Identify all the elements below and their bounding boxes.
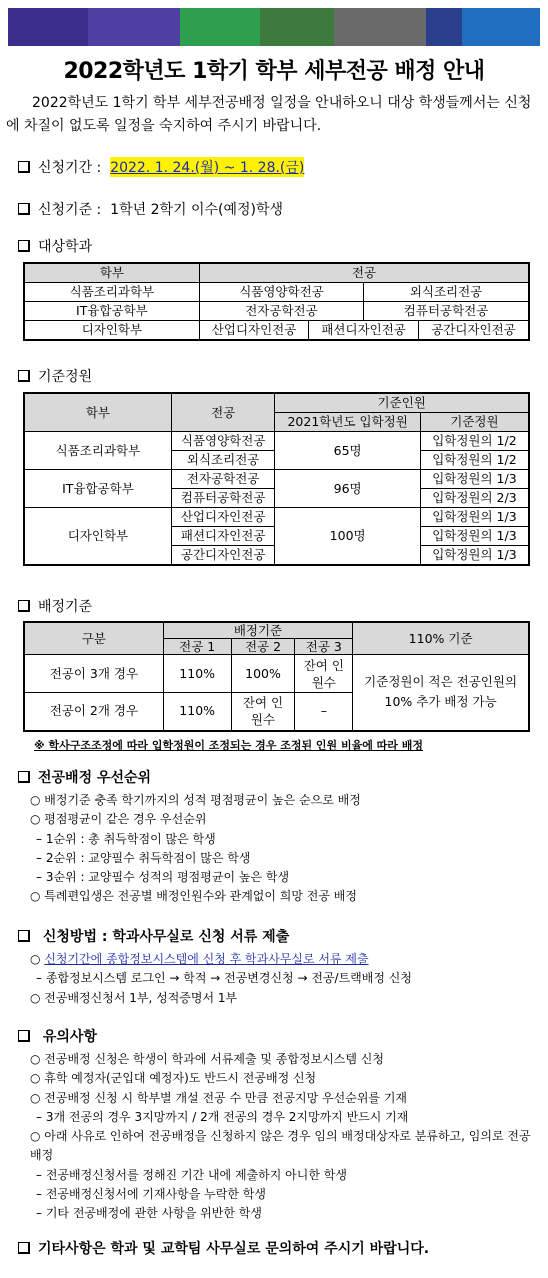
list-item: – 2순위 : 교양필수 취득학점이 많은 학생 — [36, 850, 251, 865]
section-method — [18, 926, 289, 946]
section-alloc — [18, 596, 92, 616]
table-cell: 전자공학전공 — [199, 302, 363, 321]
table-cell: 전공이 3개 경우 — [24, 655, 163, 693]
alloc-table — [23, 621, 530, 732]
header-banner — [8, 8, 540, 46]
table-row — [24, 655, 529, 693]
table-cell: 110% — [163, 655, 231, 693]
section-heading: 배정기준 — [38, 599, 93, 615]
section-period — [18, 157, 304, 177]
header-cell: 기준인원 — [275, 393, 529, 413]
table-cell: 입학정원의 1/3 — [420, 527, 529, 546]
table-cell: 잔여 인원수 — [295, 655, 353, 693]
method-link-text: 신청기간에 종합정보시스템에 신청 후 학과사무실로 서류 제출 — [44, 952, 369, 966]
criteria-label: 신청기준 : — [38, 202, 102, 218]
table-cell: 입학정원의 1/2 — [420, 451, 529, 470]
table-cell: 기준정원이 적은 전공인원의 10% 추가 배정 가능 — [353, 655, 529, 731]
checkbox-icon — [18, 161, 30, 173]
table-row — [24, 508, 529, 527]
header-cell: 2021학년도 입학정원 — [275, 413, 420, 432]
quota-table — [23, 392, 530, 566]
list-item: – 기타 전공배정에 관한 사항을 위반한 학생 — [36, 1206, 262, 1221]
table-cell: 입학정원의 1/3 — [420, 470, 529, 489]
table-cell: 전공이 2개 경우 — [24, 693, 163, 731]
table-cell: 공간디자인전공 — [171, 546, 275, 566]
table-cell: 컴퓨터공학전공 — [364, 302, 529, 321]
section-heading: 전공배정 우선순위 — [38, 770, 152, 786]
section-criteria — [18, 199, 283, 219]
header-cell: 110% 기준 — [353, 622, 529, 655]
caution-list — [30, 1050, 542, 1224]
list-item: ○ 특례편입생은 전공별 배정인원수와 관계없이 희망 전공 배정 — [30, 889, 357, 904]
table-row — [24, 321, 529, 341]
page-title: 2022학년도 1학기 학부 세부전공 배정 안내 — [63, 59, 485, 84]
section-heading: 기준정원 — [38, 369, 93, 385]
table-cell: 산업디자인전공 — [171, 508, 275, 527]
table-cell: 식품조리과학부 — [24, 283, 199, 302]
list-item: – 1순위 : 총 취득학점이 많은 학생 — [36, 831, 216, 846]
list-item: – 전공배정신청서를 정해진 기간 내에 제출하지 아니한 학생 — [36, 1167, 347, 1182]
banner-block — [260, 8, 334, 46]
banner-block — [334, 8, 426, 46]
table-cell: 컴퓨터공학전공 — [171, 489, 275, 508]
table-cell: 65명 — [275, 432, 420, 470]
table-cell: 디자인학부 — [24, 321, 199, 341]
alloc-note: ※ 학사구조조정에 따라 입학정원이 조정되는 경우 조정된 인원 비율에 따라 배정 — [34, 739, 424, 752]
list-item: – 3순위 : 교양필수 성적의 평점평균이 높은 학생 — [36, 870, 290, 885]
closing-text: 기타사항은 학과 및 교학팀 사무실로 문의하여 주시기 바랍니다. — [38, 1241, 430, 1257]
table-cell: 디자인학부 — [24, 508, 171, 566]
header-cell: 전공 3 — [295, 639, 353, 655]
table-cell: 입학정원의 1/3 — [420, 546, 529, 566]
table-cell: 공간디자인전공 — [418, 321, 529, 341]
table-cell: 식품영양학전공 — [199, 283, 363, 302]
table-cell: 패션디자인전공 — [171, 527, 275, 546]
table-row — [24, 470, 529, 489]
section-heading: 대상학과 — [38, 239, 93, 255]
header-cell: 학부 — [24, 263, 199, 283]
list-item: ○ 전공배정신청서 1부, 성적증명서 1부 — [30, 990, 238, 1005]
intro-paragraph: 2022학년도 1학기 학부 세부전공배정 일정을 안내하오니 대상 학생들께서는 신청에 차질이 없도록 일정을 숙지하여 주시기 바랍니다. — [6, 95, 532, 134]
checkbox-icon — [18, 370, 30, 382]
table-cell: 식품조리과학부 — [24, 432, 171, 470]
table-row — [24, 393, 529, 413]
table-row — [24, 263, 529, 283]
list-item: ○ 전공배정 신청은 학생이 학과에 서류제출 및 종합정보시스템 신청 — [30, 1052, 384, 1066]
table-cell: 입학정원의 1/2 — [420, 432, 529, 451]
banner-block — [180, 8, 260, 46]
table-cell: 전자공학전공 — [171, 470, 275, 489]
section-heading: 유의사항 — [42, 1029, 97, 1045]
header-cell: 전공 1 — [163, 639, 231, 655]
banner-block — [8, 8, 88, 46]
header-cell: 전공 — [171, 393, 275, 432]
list-item: – 전공배정신청서에 기재사항을 누락한 학생 — [36, 1187, 266, 1202]
list-item: ○ 휴학 예정자(군입대 예정자)도 반드시 전공배정 신청 — [30, 1071, 317, 1086]
table-row — [24, 622, 529, 639]
table-cell: 100명 — [275, 508, 420, 566]
table-cell: 100% — [231, 655, 295, 693]
checkbox-icon — [18, 600, 30, 612]
criteria-value: 1학년 2학기 이수(예정)학생 — [110, 202, 284, 218]
header-cell: 학부 — [24, 393, 171, 432]
method-list — [30, 950, 412, 1008]
table-cell: 외식조리전공 — [171, 451, 275, 470]
table-cell: 96명 — [275, 470, 420, 508]
list-item: – 3개 전공의 경우 3지망까지 / 2개 전공의 경우 2지망까지 반드시 기재 — [36, 1109, 409, 1124]
table-cell: 110% — [163, 693, 231, 731]
priority-list — [30, 791, 361, 907]
checkbox-icon — [18, 930, 30, 942]
banner-block — [426, 8, 462, 46]
checkbox-icon — [18, 1030, 30, 1042]
banner-block — [462, 8, 540, 46]
checkbox-icon — [18, 1242, 30, 1254]
table-row — [24, 432, 529, 451]
section-heading: 신청방법 : 학과사무실로 신청 서류 제출 — [42, 929, 290, 945]
list-item: ○ 전공배정 신청 시 학부별 개설 전공 수 만큼 전공지망 우선순위를 기재 — [30, 1090, 408, 1105]
section-quota — [18, 366, 92, 386]
table-cell: IT융합공학부 — [24, 302, 199, 321]
banner-block — [88, 8, 180, 46]
dept-table — [23, 262, 530, 341]
list-item: – 종합정보시스템 로그인 → 학적 → 전공변경신청 → 전공/트랙배정 신청 — [36, 971, 412, 986]
table-row — [24, 302, 529, 321]
table-cell: 식품영양학전공 — [171, 432, 275, 451]
table-row — [24, 283, 529, 302]
section-depts — [18, 236, 92, 256]
checkbox-icon — [18, 771, 30, 783]
period-label: 신청기간 : — [38, 160, 102, 176]
header-cell: 기준정원 — [420, 413, 529, 432]
header-cell: 구분 — [24, 622, 163, 655]
checkbox-icon — [18, 240, 30, 252]
section-priority — [18, 767, 151, 787]
table-cell: 산업디자인전공 — [199, 321, 309, 341]
header-cell: 배정기준 — [163, 622, 352, 639]
header-cell: 전공 — [199, 263, 529, 283]
table-cell: 잔여 인원수 — [231, 693, 295, 731]
section-closing — [18, 1238, 429, 1258]
table-cell: – — [295, 693, 353, 731]
table-cell: IT융합공학부 — [24, 470, 171, 508]
table-cell: 입학정원의 2/3 — [420, 489, 529, 508]
table-cell: 입학정원의 1/3 — [420, 508, 529, 527]
table-cell: 패션디자인전공 — [309, 321, 419, 341]
list-item: ○ 배정기준 충족 학기까지의 성적 평점평균이 높은 순으로 배정 — [30, 793, 361, 807]
list-item: ○ 평점평균이 같은 경우 우선순위 — [30, 812, 207, 827]
table-cell: 외식조리전공 — [364, 283, 529, 302]
period-value: 2022. 1. 24.(월) ~ 1. 28.(금) — [110, 157, 304, 177]
list-item — [30, 950, 412, 969]
header-cell: 전공 2 — [231, 639, 295, 655]
section-caution — [18, 1026, 97, 1046]
bullet: ○ — [30, 952, 41, 966]
checkbox-icon — [18, 203, 30, 215]
list-item: ○ 아래 사유로 인하여 전공배정을 신청하지 않은 경우 임의 배정대상자로 분류하고, 임의로 전공 배정 — [30, 1129, 531, 1163]
